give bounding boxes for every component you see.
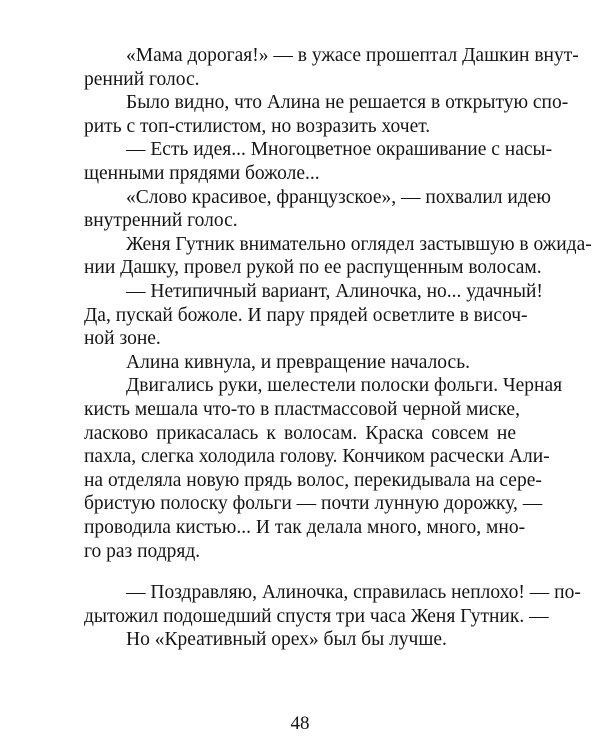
text-line: — Нетипичный вариант, Алиночка, но... удачный! bbox=[126, 281, 543, 302]
text-line: Алина кивнула, и превращение началось. bbox=[126, 351, 470, 373]
text-line: проводила кистью... И так делала много, много, мно- bbox=[84, 517, 526, 538]
text-line: — Есть идея... Многоцветное окрашивание с насы- bbox=[126, 139, 553, 161]
text-line: «Слово красивое, французское», — похвалил идею bbox=[126, 186, 551, 208]
text-line: Да, пускай божоле. И пару прядей осветлите в височ- bbox=[84, 304, 528, 326]
page-number: 48 bbox=[290, 713, 310, 734]
text-line: Двигались руки, шелестели полоски фольги. Черная bbox=[126, 375, 563, 397]
text-line: пахла, слегка холодила голову. Кончиком расчески Али- bbox=[84, 446, 550, 468]
text-line: Было видно, что Алина не решается в открытую спо- bbox=[126, 92, 569, 114]
text-line: Но «Креативный орех» был бы лучше. bbox=[126, 629, 447, 651]
text-line: кисть мешала что-то в пластмассовой черной миске, bbox=[84, 399, 520, 420]
text-line: нии Дашку, провел рукой по ее распущенным волосам. bbox=[84, 257, 542, 279]
text-line: на отделяла новую прядь волос, перекидывала на сере- bbox=[84, 469, 542, 491]
text-line: ренний голос. bbox=[84, 68, 200, 90]
text-line: Женя Гутник внимательно оглядел застывшую в ожида- bbox=[126, 233, 592, 255]
text-line: го раз подряд. bbox=[84, 540, 201, 562]
text-line: дытожил подошедший спустя три часа Женя Гутник. — bbox=[84, 605, 549, 627]
text-line: бристую полоску фольги — почти лунную дорожку, — bbox=[84, 493, 543, 515]
text-line: ласково прикасалась к волосам. Краска совсем не bbox=[84, 422, 516, 444]
text-line: внутренний голос. bbox=[84, 210, 238, 232]
text-line: — Поздравляю, Алиночка, справилась неплохо! — по- bbox=[126, 582, 581, 604]
text-line: «Мама дорогая!» — в ужасе прошептал Дашкин внут- bbox=[126, 45, 579, 66]
text-line: рить с топ-стилистом, но возразить хочет. bbox=[84, 115, 431, 137]
text-line: ной зоне. bbox=[84, 328, 161, 350]
text-line: щенными прядями божоле... bbox=[84, 163, 320, 184]
